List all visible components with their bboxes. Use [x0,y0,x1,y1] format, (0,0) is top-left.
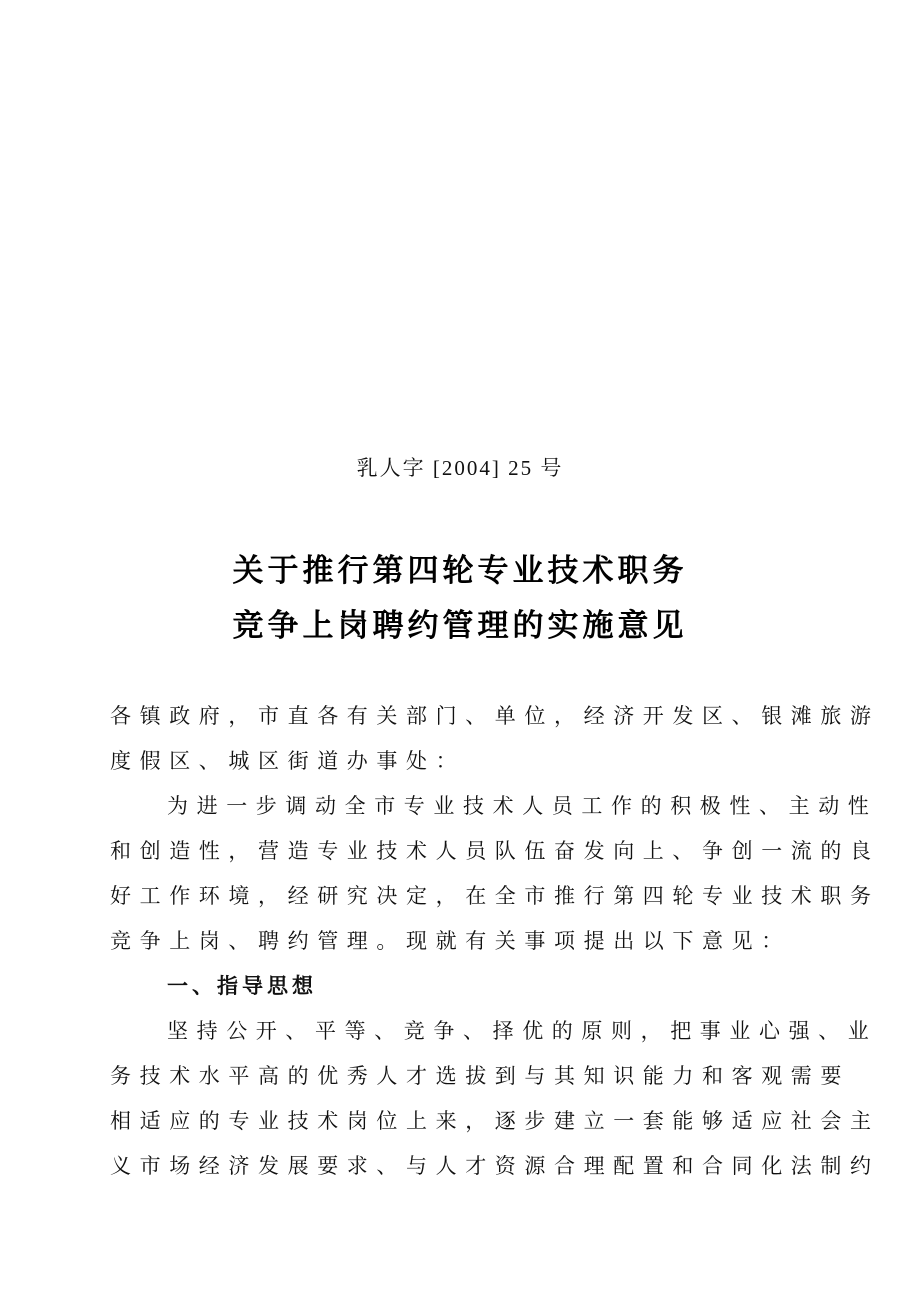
document-number: 乳人字 [2004] 25 号 [356,456,564,480]
paragraph-line: 坚持公开、平等、竞争、择优的原则，把事业心强、业 [167,1019,878,1043]
addressee-line: 各镇政府，市直各有关部门、单位，经济开发区、银滩旅游 [110,704,880,728]
paragraph-line: 竞争上岗、聘约管理。现就有关事项提出以下意见： [110,929,791,953]
paragraph-line: 义市场经济发展要求、与人才资源合理配置和合同化法制约 [110,1154,880,1178]
paragraph-line: 好工作环境，经研究决定，在全市推行第四轮专业技术职务 [110,884,880,908]
document-title-line-1: 关于推行第四轮专业技术职务 [232,553,688,589]
paragraph-line: 相适应的专业技术岗位上来，逐步建立一套能够适应社会主 [110,1109,880,1133]
paragraph-line: 和创造性，营造专业技术人员队伍奋发向上、争创一流的良 [110,839,880,863]
addressee-line: 度假区、城区街道办事处： [110,749,466,773]
document-body [110,694,880,1189]
paragraph-line: 为进一步调动全市专业技术人员工作的积极性、主动性 [167,794,878,818]
document-title-line-2: 竞争上岗聘约管理的实施意见 [232,608,688,644]
section-heading: 一、指导思想 [167,974,317,998]
paragraph-line: 务技术水平高的优秀人才选拔到与其知识能力和客观需要 [110,1064,850,1088]
